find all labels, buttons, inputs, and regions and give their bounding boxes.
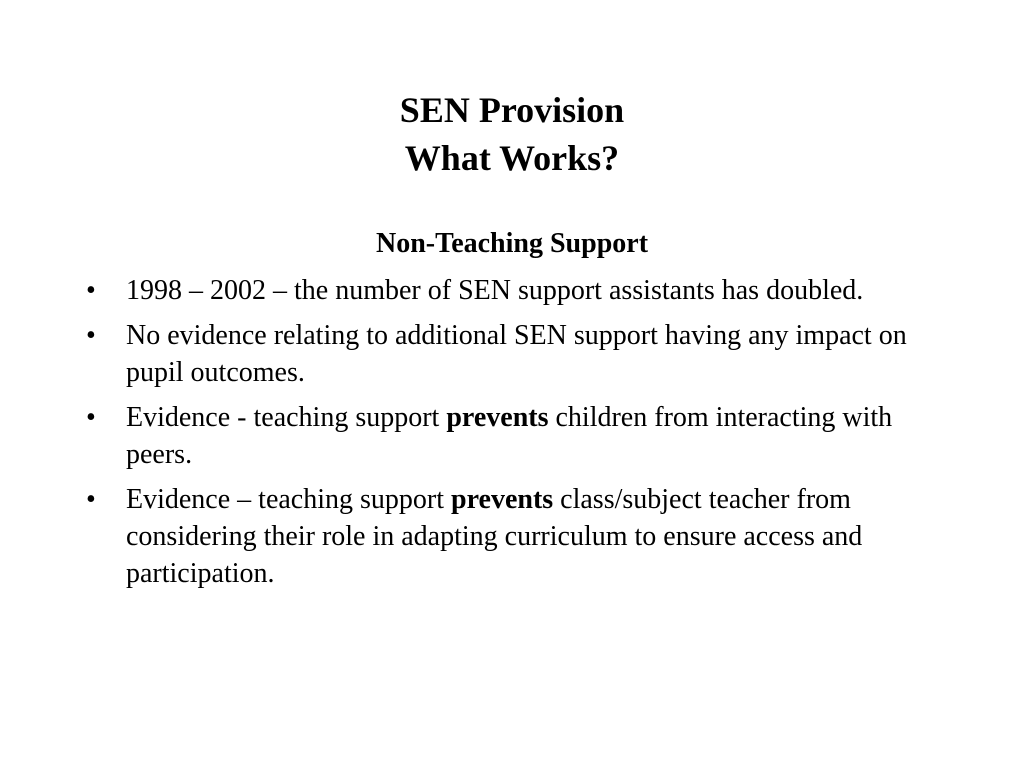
bullet-text: No evidence relating to additional SEN support having any impact on pupil outcomes. — [126, 320, 907, 388]
bullet-item — [84, 272, 964, 309]
bullet-text-continued: class/subject teacher from considering their role in adapting curriculum to ensure access and participation. — [126, 484, 863, 589]
title-line-2: What Works? — [404, 138, 620, 178]
bullet-item — [84, 481, 964, 592]
bullet-text: 1998 – 2002 – the number of SEN support assistants has doubled. — [126, 275, 864, 306]
bullet-emphasis: prevents — [446, 402, 549, 433]
bullet-icon: • — [86, 402, 96, 433]
bullet-icon: • — [86, 320, 96, 351]
bullet-text: Evidence – teaching support — [126, 484, 452, 515]
bullet-text: Evidence - teaching support — [126, 402, 447, 433]
bullet-item — [84, 317, 964, 391]
bullet-list — [84, 272, 964, 600]
section-heading: Non-Teaching Support — [375, 228, 649, 259]
title-line-1: SEN Provision — [399, 90, 625, 130]
bullet-text-continued: children from interacting with peers. — [126, 402, 893, 470]
bullet-item — [84, 399, 964, 473]
slide-title — [0, 86, 1024, 182]
bullet-icon: • — [86, 275, 96, 306]
bullet-icon: • — [86, 484, 96, 515]
bullet-emphasis: prevents — [451, 484, 554, 515]
